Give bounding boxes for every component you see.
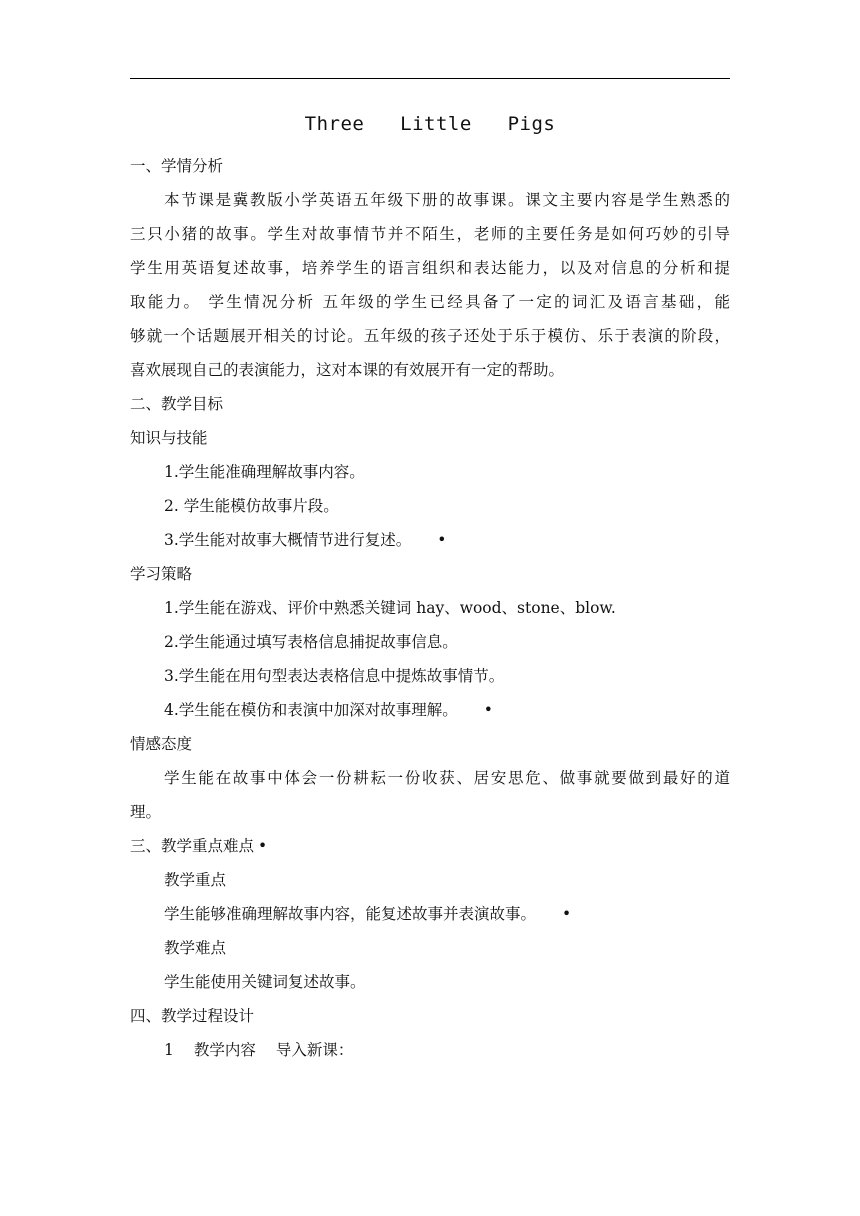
subheading-learning-strategy: 学习策略 — [130, 565, 193, 583]
difficult-point-text: 学生能使用关键词复述故事。 — [164, 973, 366, 991]
paragraph-line: 理。 — [130, 803, 162, 821]
bullet-mark: • — [483, 701, 493, 719]
step-text: 导入新课： — [275, 1041, 354, 1059]
paragraph-line: 喜欢展现自己的表演能力，这对本课的有效展开有一定的帮助。 — [130, 361, 565, 379]
subheading-difficult-point: 教学难点 — [164, 939, 227, 957]
list-item: 1.学生能在游戏、评价中熟悉关键词 hay、wood、stone、blow. — [164, 599, 616, 617]
paragraph-line: 学生用英语复述故事，培养学生的语言组织和表达能力，以及对信息的分析和提 — [130, 259, 730, 277]
bullet-mark: • — [562, 905, 572, 923]
paragraph-line: 够就一个话题展开相关的讨论。五年级的孩子还处于乐于模仿、乐于表演的阶段， — [130, 327, 730, 345]
subheading-key-point: 教学重点 — [164, 871, 227, 889]
subheading-knowledge-skills: 知识与技能 — [130, 429, 208, 447]
section-heading-learner-analysis: 一、学情分析 — [130, 157, 224, 175]
document-title: Three Little Pigs — [304, 113, 556, 135]
list-item: 1.学生能准确理解故事内容。 — [164, 463, 365, 481]
list-item-text: 4.学生能在模仿和表演中加深对故事理解。 — [164, 701, 458, 719]
key-point-sentence: 学生能够准确理解故事内容，能复述故事并表演故事。 — [164, 905, 537, 923]
list-item: 3.学生能在用句型表达表格信息中提炼故事情节。 — [164, 667, 505, 685]
list-item — [164, 700, 493, 720]
step-number: 1 — [164, 1041, 174, 1059]
paragraph-line: 取能力。 学生情况分析 五年级的学生已经具备了一定的词汇及语言基础，能 — [130, 293, 730, 311]
process-step — [164, 1040, 353, 1060]
step-label: 教学内容 — [193, 1041, 256, 1059]
subheading-emotional-attitude: 情感态度 — [130, 735, 193, 753]
section-heading-text: 三、教学重点难点 — [130, 837, 255, 855]
header-rule — [130, 78, 730, 79]
paragraph-line: 学生能在故事中体会一份耕耘一份收获、居安思危、做事就要做到最好的道 — [164, 769, 730, 787]
paragraph-line: 本节课是冀教版小学英语五年级下册的故事课。课文主要内容是学生熟悉的 — [164, 191, 730, 209]
section-heading-key-difficult-points — [130, 836, 267, 856]
list-item — [164, 530, 446, 550]
list-item-text: 3.学生能对故事大概情节进行复述。 — [164, 531, 412, 549]
section-heading-teaching-process: 四、教学过程设计 — [130, 1007, 255, 1025]
list-item: 2.学生能通过填写表格信息捕捉故事信息。 — [164, 633, 458, 651]
section-heading-teaching-goals: 二、教学目标 — [130, 395, 224, 413]
bullet-mark: • — [258, 837, 268, 855]
bullet-mark: • — [437, 531, 447, 549]
list-item: 2. 学生能模仿故事片段。 — [164, 497, 339, 515]
key-point-text — [164, 904, 571, 924]
paragraph-line: 三只小猪的故事。学生对故事情节并不陌生，老师的主要任务是如何巧妙的引导 — [130, 225, 730, 243]
